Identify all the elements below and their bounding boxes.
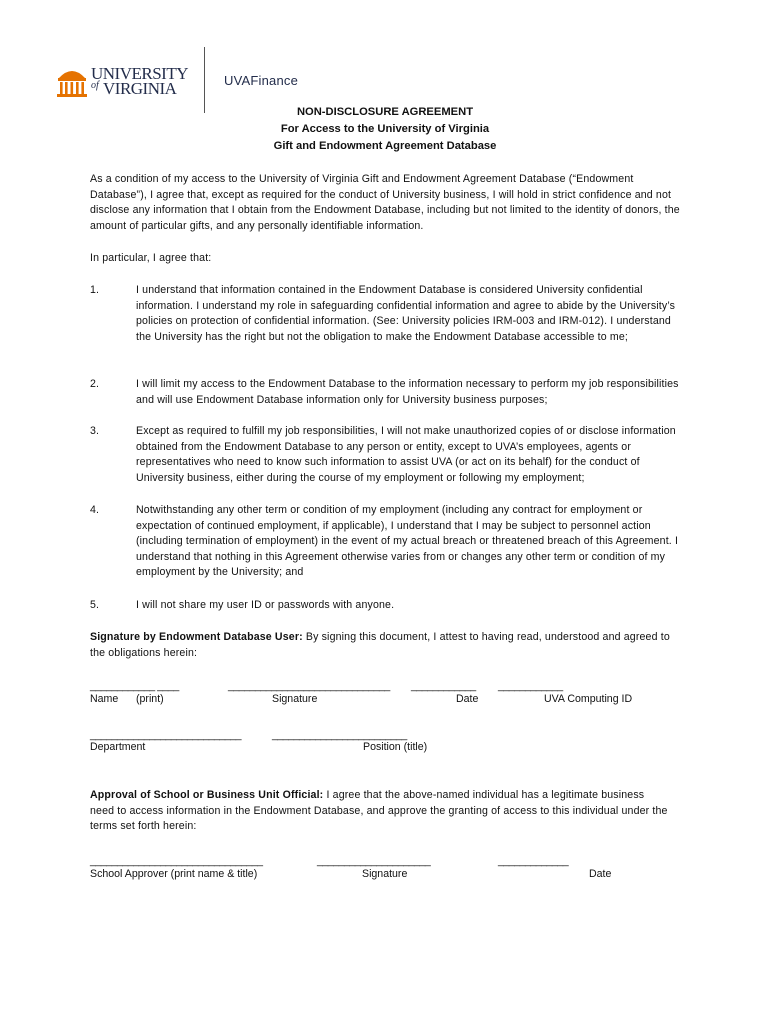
approval-section-text bbox=[90, 788, 668, 835]
name-line[interactable]: ____________ ____ bbox=[90, 680, 179, 692]
item-number: 3. bbox=[90, 425, 100, 437]
computing-id-line[interactable]: ____________ bbox=[498, 680, 563, 692]
signature-section-body: By signing this document, I attest to having read, understood and agreed to the obligations herein: bbox=[90, 631, 670, 659]
item-number: 5. bbox=[90, 599, 100, 611]
approver-signature-label: Signature bbox=[362, 868, 408, 880]
item-number: 2. bbox=[90, 378, 100, 390]
print-label: (print) bbox=[136, 693, 164, 705]
signature-section-heading: Signature by Endowment Database User: bbox=[90, 631, 303, 643]
logo-virginia: VIRGINIA bbox=[103, 79, 177, 98]
logo-of: of bbox=[91, 80, 99, 91]
position-label: Position (title) bbox=[363, 741, 428, 753]
approval-section-heading: Approval of School or Business Unit Official: bbox=[90, 789, 324, 801]
approver-signature-line[interactable]: _____________________ bbox=[317, 855, 431, 867]
item-text: Notwithstanding any other term or condition of my employment (including any contract for employment or expectation of continued employment, if applicable), I understand that I may be subject to personnel action (including termination of employment) in the event of my actual breach or threatened breach of this Agreement. I understand that nothing in this Agreement otherwise varies from or changes any other term or condition of my employment by the University; and bbox=[136, 504, 679, 579]
approver-date-line[interactable]: _____________ bbox=[498, 855, 569, 867]
approval-section-body: I agree that the above-named individual has a legitimate business need to access information in the Endowment Database, and approve the granting of access to this individual under the terms set forth herein: bbox=[90, 789, 668, 833]
doc-title-line3: Gift and Endowment Agreement Database bbox=[273, 140, 497, 152]
item-text: I will not share my user ID or passwords with anyone. bbox=[136, 599, 395, 611]
signature-section-text bbox=[90, 630, 670, 661]
intro-paragraph: As a condition of my access to the University of Virginia Gift and Endowment Agreement Database (“Endowment Database”), I agree that, except as required for the conduct of University business, I will hold in strict confidence and not disclose any information that I obtain from the Endowment Database, including but not limited to the identity of donors, the amount of particular gifts, and any personally identifiable information. bbox=[90, 173, 680, 232]
date-line[interactable]: ____________ bbox=[411, 680, 476, 692]
approver-date-label: Date bbox=[589, 868, 612, 880]
date-label: Date bbox=[456, 693, 479, 705]
position-line[interactable]: _________________________ bbox=[272, 729, 407, 741]
rotunda-icon bbox=[57, 66, 87, 98]
name-label: Name bbox=[90, 693, 119, 705]
signature-label: Signature bbox=[272, 693, 318, 705]
approver-label: School Approver (print name & title) bbox=[90, 868, 258, 880]
signature-line[interactable]: ______________________________ bbox=[228, 680, 390, 692]
uva-logo bbox=[57, 64, 197, 100]
doc-title-line2: For Access to the University of Virginia bbox=[280, 123, 490, 135]
department-line[interactable]: ____________________________ bbox=[90, 729, 241, 741]
computing-id-label: UVA Computing ID bbox=[544, 693, 633, 705]
logo-university: UNIVERSITY bbox=[91, 64, 188, 83]
item-text: Except as required to fulfill my job responsibilities, I will not make unauthorized copies of or disclose information obtained from the Endowment Database to any person or entity, except to UVA’s employees, agents or representatives who need to know such information to assist UVA (or act on its behalf) for the conduct of University business, either during the course of my employment or following my employment; bbox=[136, 425, 676, 484]
doc-title-line1: NON-DISCLOSURE AGREEMENT bbox=[296, 106, 474, 118]
item-number: 4. bbox=[90, 504, 100, 516]
department-label: Department bbox=[90, 741, 146, 753]
item-text: I understand that information contained in the Endowment Database is considered University confidential information. I understand my role in safeguarding confidential information and agree to abide by the University’s policies on protection of confidential information. (See: University policies IRM-003 and IRM-012). I understand the University has the right but not the obligation to make the Endowment Database accessible to me; bbox=[136, 284, 676, 343]
item-text: I will limit my access to the Endowment Database to the information necessary to perform my job responsibilities and will use Endowment Database information only for University business purposes; bbox=[136, 378, 679, 406]
approver-line[interactable]: ________________________________ bbox=[90, 855, 263, 867]
in-particular: In particular, I agree that: bbox=[90, 252, 212, 264]
department-name: UVAFinance bbox=[224, 73, 299, 88]
item-number: 1. bbox=[90, 284, 100, 296]
